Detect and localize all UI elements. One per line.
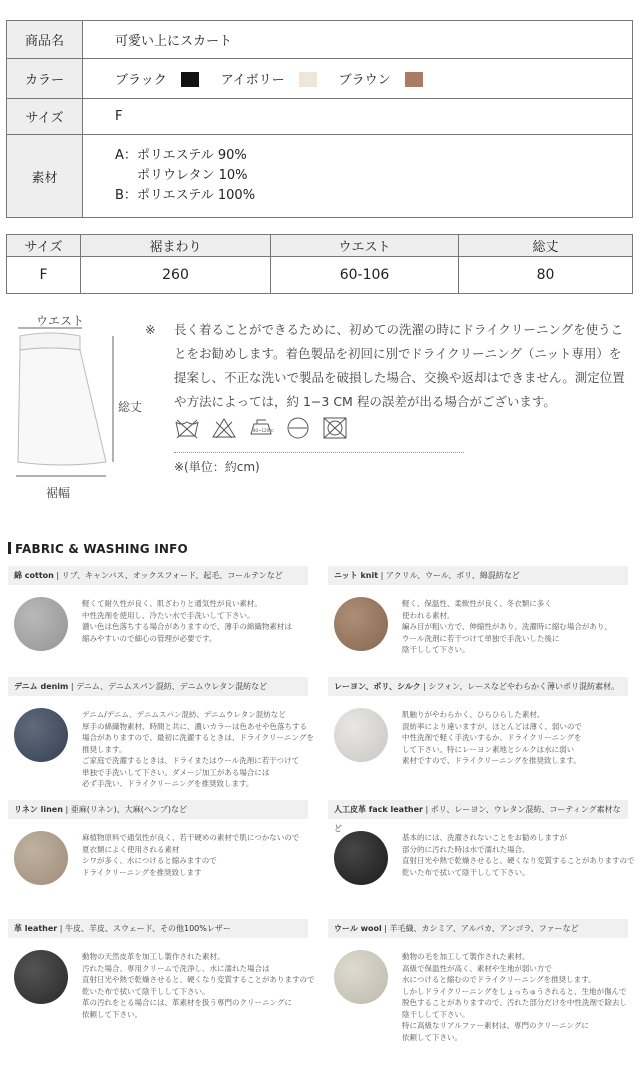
fabric-description-line: 軽く、保温性、柔軟性が良く、冬衣類に多く [402, 599, 552, 608]
fabric-card-header [328, 677, 628, 696]
fabric-card-header [8, 919, 308, 938]
fabric-description-line: しかしドライクリーニングをしょっちゅうされると、生地が傷んで [402, 986, 627, 996]
fabric-description-line: 縮みやすいので細心の管理が必要です。 [82, 633, 217, 643]
material-line: A：ポリエステル 90% [115, 148, 247, 163]
note-line: や方法によっては，約 1−3 CM 程の誤差が出る場合がございます。 [174, 394, 556, 409]
fabric-description-line: 厚手の綿織物素材、時間と共に、濃いカラーは色あせや色落ちする [82, 721, 307, 731]
material-line: ポリウレタン 10% [137, 168, 248, 183]
fabric-separator: | [68, 682, 77, 691]
fabric-description-line: 単独で手洗いして下さい。ダメージ加工がある場合には [82, 767, 270, 777]
skirt-measurement-diagram [10, 306, 150, 506]
fabric-description-line: 中性洗剤で軽く手洗いするか、ドライクリーニングを [402, 733, 582, 742]
fabric-description-line: 部分的に汚れた時は水で濡れた場合、 [402, 844, 530, 854]
heading-bar-icon [8, 542, 11, 554]
color-name-ivory: アイボリー [220, 73, 285, 88]
fabric-description-line: 陰干しして下さい。 [402, 1009, 470, 1019]
no-tumble-dry-icon [322, 416, 348, 440]
fabric-description-line: 使われる素材。 [402, 610, 455, 620]
no-bleach-icon [211, 416, 237, 440]
fabric-swatch-icon [334, 708, 388, 762]
material-line: B：ポリエステル 100% [115, 188, 256, 203]
fabric-description-line: 動物の天然皮革を加工し製作された素材。 [82, 952, 225, 961]
material-label: 素材 [7, 135, 83, 218]
fabric-card-header [8, 800, 308, 819]
note-line: 長く着ることができるために、初めての洗濯の時にドライクリーニングを使うこ [174, 322, 624, 337]
fabric-description-line: 乾いた布で拭いて陰干しして下さい。 [402, 867, 530, 877]
fabric-swatch-icon [14, 708, 68, 762]
fabric-description [402, 951, 634, 1043]
product-name-value: 可愛い上にスカート [83, 21, 633, 59]
fabric-description-line: シワが多く、水につけると縮みますので [82, 856, 217, 865]
fabric-description-line: 軽くて耐久性が良く、肌ざわりと通気性が良い素材。 [82, 599, 262, 608]
color-name-black: ブラック [115, 73, 167, 88]
fabric-subtitle: 牛皮、羊皮、スウェード、その他100%レザー [65, 924, 231, 933]
fabric-description [402, 598, 634, 656]
fabric-description-line: 肌触りがやわらかく、ひらひらした素材。 [402, 710, 545, 719]
color-list [83, 59, 633, 99]
fabric-description-line: 夏衣類によく使用される素材 [82, 844, 180, 854]
fabric-description [82, 598, 320, 644]
care-icons [174, 416, 354, 444]
fabric-title: ニット knit [334, 571, 379, 580]
size-value: F [83, 99, 633, 135]
fabric-description-line: 依頼して下さい。 [82, 1009, 142, 1019]
fabric-separator: | [422, 805, 431, 814]
fabric-subtitle: アクリル、ウール、ポリ、綿混紡など [385, 571, 520, 580]
fabric-title: 人工皮革 fack leather [334, 805, 423, 814]
fabric-description-line: 動物の毛を加工して製作された素材。 [402, 952, 530, 961]
fabric-description-line: 素材ですので、ドライクリーニングを推奨致します。 [402, 756, 581, 765]
fabric-swatch-icon [14, 950, 68, 1004]
care-note [174, 318, 634, 414]
fabric-subtitle: リブ、キャンバス、オックスフォード、起毛、コールテンなど [61, 571, 283, 580]
size-cell: 80 [459, 257, 633, 294]
fabric-description-line: 革の汚れをとる場合には、革素材を扱う専門のクリーニングに [82, 998, 292, 1007]
color-swatch-black [181, 72, 199, 87]
fabric-description-line: 脱色することがありますので、汚れた部分だけを中性洗剤で除去し [402, 998, 627, 1007]
size-cell: 260 [81, 257, 271, 294]
fabric-card-header [328, 800, 628, 833]
fabric-description-line: ウール洗剤に若干つけて単独で手洗いした後に [402, 633, 560, 643]
fabric-card-header [328, 919, 628, 938]
note-divider [174, 452, 464, 453]
fabric-description-line: 麻植物原料で通気性が良く、若干硬めの素材で肌につかないので [82, 833, 300, 842]
fabric-description-line: 水につけると縮むのでドライクリーニングを推奨します。 [402, 975, 596, 984]
size-table [6, 234, 633, 294]
fabric-separator: | [378, 571, 386, 580]
fabric-description-line: して下さい。特にレーヨン素地とシルクは水に弱い [402, 744, 575, 754]
fabric-swatch-icon [334, 597, 388, 651]
material-list [83, 135, 633, 218]
fabric-description-line: 特に高級なリアルファー素材は、専門のクリーニングに [402, 1021, 589, 1030]
fabric-description-line: 濃い色は色落ちする場合がありますので、薄手の綿織物素材は [82, 622, 292, 631]
fabric-separator: | [420, 682, 429, 691]
fabric-separator: | [53, 571, 62, 580]
fabric-description [82, 951, 320, 1020]
fabric-description-line: ドライクリーニングを推奨致します [82, 867, 202, 877]
fabric-title: 革 leather [14, 924, 58, 933]
fabric-title: リネン linen [14, 805, 63, 814]
size-header: 裾まわり [81, 235, 271, 257]
fabric-subtitle: シフォン、レースなどやわらかく薄いポリ混紡素材。 [428, 682, 619, 691]
fabric-subtitle: デニム、デニムスパン混紡、デニムウレタン混紡など [76, 682, 268, 691]
fabric-swatch-icon [334, 831, 388, 885]
fabric-card-header [8, 677, 308, 696]
fabric-description [402, 832, 634, 878]
fabric-separator: | [57, 924, 66, 933]
fabric-swatch-icon [14, 597, 68, 651]
fabric-title: 綿 cotton [14, 571, 54, 580]
fabric-description-line: 高級で保温性が高く、素材や生地が弱い方で [402, 963, 552, 973]
iron-temp-text: 80~120℃ [253, 428, 274, 433]
fabric-description-line: 乾いた布で拭いて陰干しして下さい。 [82, 986, 210, 996]
fabric-swatch-icon [334, 950, 388, 1004]
fabric-card-header [328, 566, 628, 585]
fabric-description-line: 混紡率により違いますが、ほとんどは薄く、弱いので [402, 721, 582, 731]
fabric-description [402, 709, 634, 767]
fabric-heading [8, 542, 188, 556]
fabric-description-line: 推奨します。 [82, 744, 127, 754]
note-line: 提案し、不正な洗いで製品を破損した場合、交換や返却はできません。測定位置 [174, 370, 625, 385]
note-line: とをお勧めします。着色製品を初回に別でドライクリーニング（ニット専用）を [174, 346, 622, 361]
color-swatch-brown [405, 72, 423, 87]
fabric-subtitle: 羊毛織、カシミア、アルパカ、アンゴラ、ファーなど [389, 924, 579, 933]
size-header: 総丈 [459, 235, 633, 257]
size-header: ウエスト [271, 235, 459, 257]
fabric-card-header [8, 566, 308, 585]
no-wash-icon [174, 416, 200, 440]
fabric-title: レーヨン、ポリ、シルク [334, 682, 421, 691]
fabric-description [82, 709, 320, 790]
fabric-description-line: 直射日光や熱で乾燥させると、硬くなり変質することがありますので [82, 975, 315, 984]
fabric-subtitle: 亜麻(リネン)、大麻(ヘンプ)など [70, 805, 188, 814]
fabric-description-line: 陰干しして下さい。 [402, 645, 470, 654]
fabric-title: ウール wool [334, 924, 382, 933]
fabric-swatch-icon [14, 831, 68, 885]
color-label: カラー [7, 59, 83, 99]
size-cell: 60-106 [271, 257, 459, 294]
unit-note: ※(単位：約cm) [174, 460, 260, 474]
fabric-title: デニム denim [14, 682, 69, 691]
dry-clean-icon [285, 416, 311, 440]
product-name-label: 商品名 [7, 21, 83, 59]
fabric-description-line: 依頼して下さい。 [402, 1032, 462, 1042]
note-mark: ※ [145, 322, 156, 337]
size-label: サイズ [7, 99, 83, 135]
fabric-description-line: デニム/デニム、デニムスパン混紡、デニムウレタン混紡など [82, 710, 286, 719]
size-header: サイズ [7, 235, 81, 257]
hem-label: 裾幅 [46, 486, 71, 500]
fabric-description-line: 汚れた場合、専用クリームで洗浄し、水に濡れた場合は [82, 963, 270, 973]
fabric-description-line: 基本的には、洗濯されないことをお勧めしますが [402, 833, 567, 842]
waist-label: ウエスト [36, 314, 85, 328]
product-info-table [6, 20, 633, 218]
length-label: 総丈 [118, 400, 143, 414]
color-name-brown: ブラウン [338, 73, 391, 88]
iron-icon [248, 416, 274, 440]
fabric-description-line: 中性洗剤を使用し、冷たい水で手洗いして下さい。 [82, 610, 255, 620]
fabric-description-line: 編み目が粗い方で、伸縮性があり、洗濯時に縮む場合があり、 [402, 622, 612, 631]
fabric-description-line: 必ず手洗い、ドライクリーニングを推奨致します。 [82, 779, 254, 788]
fabric-subtitle: ポリ、レーヨン、ウレタン混紡、コーティング素材など [334, 805, 621, 833]
fabric-description-line: ご家庭で洗濯するときは、ドライまたはウール洗剤に若干つけて [82, 756, 300, 765]
fabric-separator: | [381, 924, 390, 933]
fabric-heading-text: FABRIC & WASHING INFO [15, 542, 188, 556]
fabric-description-line: 直射日光や熱で乾燥させると、硬くなり変質することがありますので [402, 856, 635, 865]
fabric-description [82, 832, 320, 878]
fabric-description-line: 場合がありますので、最初に洗濯するときは、ドライクリーニングを [82, 733, 314, 742]
fabric-separator: | [62, 805, 71, 814]
size-cell: F [7, 257, 81, 294]
color-swatch-ivory [299, 72, 317, 87]
